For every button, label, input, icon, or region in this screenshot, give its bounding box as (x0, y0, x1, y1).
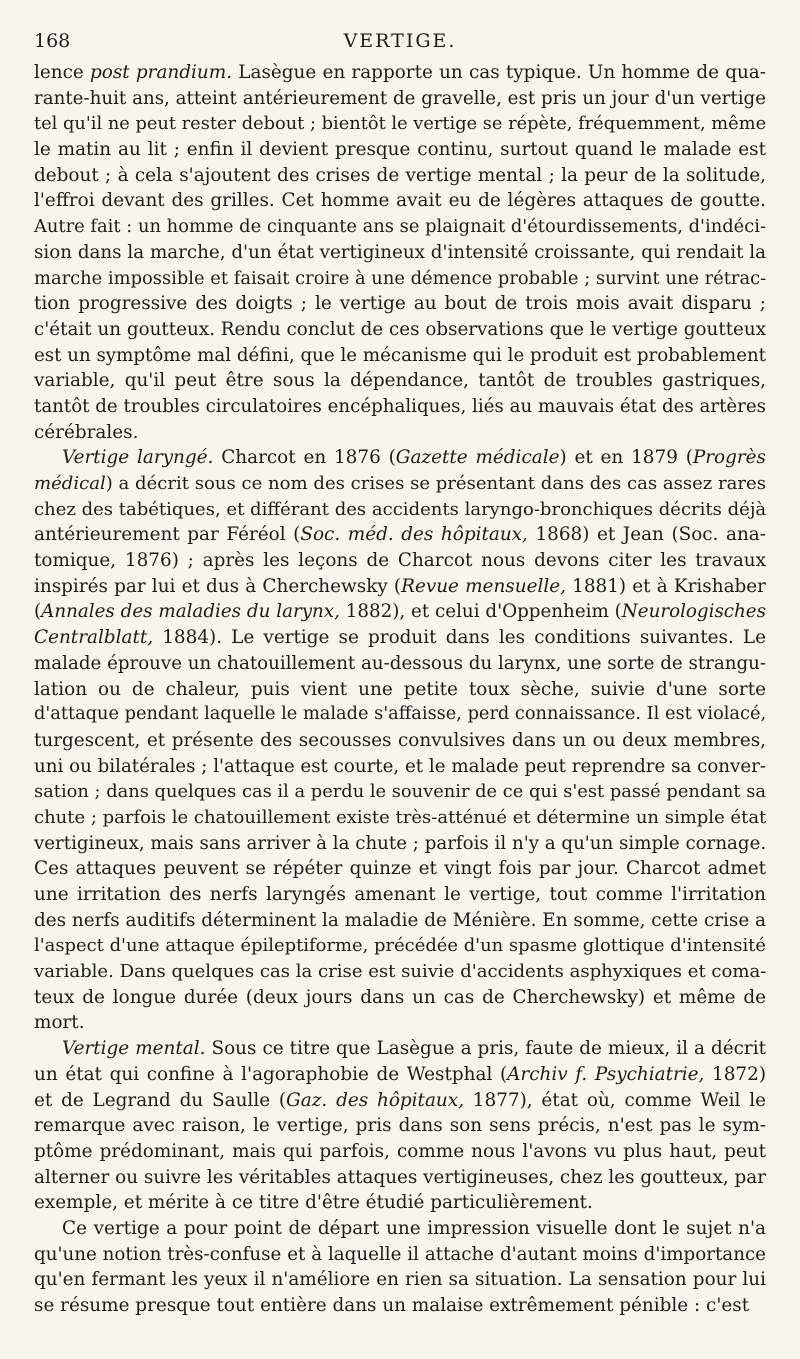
italic-segment: Annales des maladies du larynx, (41, 601, 340, 623)
text-line (34, 805, 766, 831)
text-line (34, 266, 766, 292)
text-segment: ) et en 1879 ( (559, 447, 693, 469)
text-line (34, 317, 766, 343)
text-line (34, 856, 766, 882)
text-segment: rante-huit ans, atteint antérieurement de gravelle, est pris un jour d'un vertige (34, 87, 766, 109)
text-line (34, 240, 766, 266)
text-line (34, 1190, 766, 1216)
text-line (34, 1036, 766, 1062)
text-segment: debout ; à cela s'ajoutent des crises de vertige mental ; la peur de la solitude, (34, 164, 766, 186)
text-segment: cérébrales. (34, 421, 139, 443)
text-line (34, 779, 766, 805)
text-segment: l'effroi devant des grilles. Cet homme avait eu de légères attaques de goutte. (34, 190, 766, 212)
italic-segment: médical (34, 473, 106, 494)
text-line (34, 86, 766, 112)
italic-segment: Neurologisches (621, 601, 766, 623)
text-segment: 1882), et celui d'Oppenheim ( (339, 601, 622, 623)
paragraph-goutteux (34, 60, 766, 445)
text-segment: antérieurement par Féréol ( (34, 524, 301, 546)
text-segment: une irritation des nerfs laryngés amenant le vertige, tout comme l'irritation (34, 884, 766, 905)
text-line (34, 651, 766, 677)
italic-segment: Vertige laryngé. (62, 447, 214, 469)
text-segment: sion dans la marche, d'un état vertigineux d'intensité croissante, qui rendait la (34, 241, 766, 263)
text-segment: l'aspect d'une attaque épileptiforme, précédée d'un spasme glottique d'intensité (34, 935, 766, 957)
italic-segment: Centralblatt, (34, 627, 154, 649)
text-segment: sation ; dans quelques cas il a perdu le souvenir de ce qui s'est passé pendant sa (34, 781, 766, 803)
text-line (34, 137, 766, 163)
text-segment: malade éprouve un chatouillement au-dessous du larynx, une sorte de strangu- (34, 652, 766, 674)
text-line (34, 163, 766, 189)
text-segment: 1868) et Jean (Soc. ana- (527, 524, 766, 546)
paragraph-impression-visuelle (34, 1216, 766, 1319)
text-segment: Ces attaques peuvent se répéter quinze et vingt fois par jour. Charcot admet (34, 858, 766, 880)
text-segment: tomique, 1876) ; après les leçons de Charcot nous devons citer les travaux (34, 550, 766, 572)
text-line (34, 111, 766, 137)
text-line (34, 343, 766, 369)
text-segment: et de Legrand du Saulle ( (34, 1089, 287, 1111)
text-line (34, 985, 766, 1011)
text-line (34, 394, 766, 420)
text-line (34, 1267, 766, 1293)
text-line (34, 1113, 766, 1139)
text-segment: un état qui confine à l'agoraphobie de Westphal ( (34, 1063, 508, 1085)
text-segment: teux de longue durée (deux jours dans un cas de Cherchewsky) et même de (34, 986, 766, 1008)
italic-segment: Gazette médicale (395, 447, 560, 469)
text-segment: turgescent, et présente des secousses convulsives dans un ou deux membres, (34, 729, 766, 751)
text-line (34, 497, 766, 523)
text-line (34, 420, 766, 446)
body-text (34, 60, 766, 1319)
text-segment: uni ou bilatérales ; l'attaque est courte, et le malade peut reprendre sa conver- (34, 755, 766, 777)
text-line (34, 959, 766, 985)
text-line (34, 1088, 766, 1114)
text-line (34, 702, 766, 728)
text-line (34, 368, 766, 394)
text-segment: tantôt de troubles circulatoires encéphaliques, liés au mauvais état des artères (34, 395, 766, 417)
text-segment: c'était un goutteux. Rendu conclut de ces observations que le vertige goutteux (34, 318, 767, 340)
text-segment: chez des tabétiques, et différant des accidents laryngo-bronchiques décrits déjà (34, 498, 767, 520)
text-line (34, 1293, 766, 1319)
text-segment: qu'en fermant les yeux il n'améliore en rien sa situation. La sensation pour lui (34, 1269, 766, 1291)
text-line (34, 445, 766, 471)
text-line (34, 1139, 766, 1165)
text-segment: 1872) (704, 1063, 766, 1085)
page-number: 168 (34, 30, 71, 52)
italic-segment: Archiv f. Psychiatrie, (507, 1063, 705, 1085)
text-segment: remarque avec raison, le vertige, pris dans son sens précis, n'est pas le sym- (34, 1115, 766, 1137)
text-segment: alterner ou suivre les véritables attaques vertigineuses, chez les goutteux, par (34, 1166, 766, 1188)
text-segment: 1877), état où, comme Weil le (463, 1089, 767, 1111)
italic-segment: Progrès (692, 447, 766, 469)
italic-segment: post prandium. (90, 62, 233, 83)
text-segment: Charcot en 1876 ( (213, 447, 396, 469)
text-segment: mort. (34, 1012, 85, 1034)
text-segment: exemple, et mérite à ce titre d'être étudié particulièrement. (34, 1192, 593, 1214)
italic-segment: Vertige mental. (62, 1038, 206, 1060)
text-line (34, 728, 766, 754)
text-line (34, 754, 766, 780)
text-segment: chute ; parfois le chatouillement existe très-atténué et détermine un simple état (34, 806, 767, 828)
text-line (34, 625, 766, 651)
text-segment: variable, qu'il peut être sous la dépendance, tantôt de troubles gastriques, (34, 370, 766, 392)
text-segment: ( (34, 601, 42, 623)
italic-segment: Revue mensuelle, (401, 575, 566, 597)
text-line (34, 574, 766, 600)
text-segment: Lasègue en rapporte un cas typique. Un homme de qua- (232, 62, 766, 83)
text-line (34, 599, 766, 625)
text-segment: d'attaque pendant laquelle le malade s'affaisse, perd connaissance. Il est violacé, (34, 704, 767, 725)
text-line (34, 60, 766, 86)
text-segment: vertigineux, mais sans arriver à la chute ; parfois il n'y a qu'un simple cornage. (34, 832, 767, 854)
text-segment: marche impossible et faisait croire à une démence probable ; survint une rétrac- (34, 267, 767, 289)
text-line (34, 1010, 766, 1036)
text-segment: ptôme prédominant, mais qui parfois, comme nous l'avons vu plus haut, peut (34, 1140, 766, 1162)
text-line (34, 522, 766, 548)
text-segment: inspirés par lui et dus à Cherchewsky ( (34, 575, 402, 597)
paragraph-vertige-mental (34, 1036, 766, 1216)
paragraph-vertige-laryngé (34, 445, 766, 1036)
italic-segment: Soc. méd. des hôpitaux, (300, 524, 528, 546)
text-line (34, 214, 766, 240)
text-segment: le matin au lit ; enfin il devient presque continu, surtout quand le malade est (34, 139, 766, 161)
text-line (34, 188, 766, 214)
text-segment: est un symptôme mal défini, que le mécanisme qui le produit est probablement (34, 344, 766, 366)
text-segment: Ce vertige a pour point de départ une impression visuelle dont le sujet n'a (62, 1217, 766, 1239)
text-line (34, 471, 766, 497)
text-line (34, 1165, 766, 1191)
text-segment: ) a décrit sous ce nom des crises se présentant dans des cas assez rares (105, 473, 766, 494)
text-segment: 1881) et à Krishaber (565, 575, 766, 597)
text-segment: 1884). Le vertige se produit dans les conditions suivantes. Le (153, 627, 766, 649)
text-segment: des nerfs auditifs déterminent la maladie de Ménière. En somme, cette crise a (34, 909, 766, 931)
text-segment: Sous ce titre que Lasègue a pris, faute de mieux, il a décrit (205, 1038, 766, 1060)
text-line (34, 548, 766, 574)
text-segment: qu'une notion très-confuse et à laquelle il attache d'autant moins d'importance (34, 1243, 766, 1265)
text-segment: tel qu'il ne peut rester debout ; bientôt le vertige se répète, fréquemment, même (34, 113, 767, 135)
text-line (34, 291, 766, 317)
text-segment: variable. Dans quelques cas la crise est suivie d'accidents asphyxiques et coma- (34, 961, 767, 983)
running-title: VERTIGE. (343, 30, 457, 52)
page-header (34, 26, 766, 60)
text-line (34, 908, 766, 934)
text-segment: Autre fait : un homme de cinquante ans se plaignait d'étourdissements, d'indéci- (34, 216, 766, 238)
text-line (34, 1216, 766, 1242)
text-line (34, 677, 766, 703)
text-line (34, 1242, 766, 1268)
text-segment: lation ou de chaleur, puis vient une petite toux sèche, suivie d'une sorte (34, 678, 766, 700)
text-segment: se résume presque tout entière dans un malaise extrêmement pénible : c'est (34, 1295, 750, 1316)
text-line (34, 933, 766, 959)
text-segment: lence (34, 62, 91, 83)
text-line (34, 831, 766, 857)
text-line (34, 1062, 766, 1088)
italic-segment: Gaz. des hôpitaux, (286, 1089, 464, 1111)
text-line (34, 882, 766, 908)
text-segment: tion progressive des doigts ; le vertige au bout de trois mois avait disparu ; (34, 293, 766, 315)
